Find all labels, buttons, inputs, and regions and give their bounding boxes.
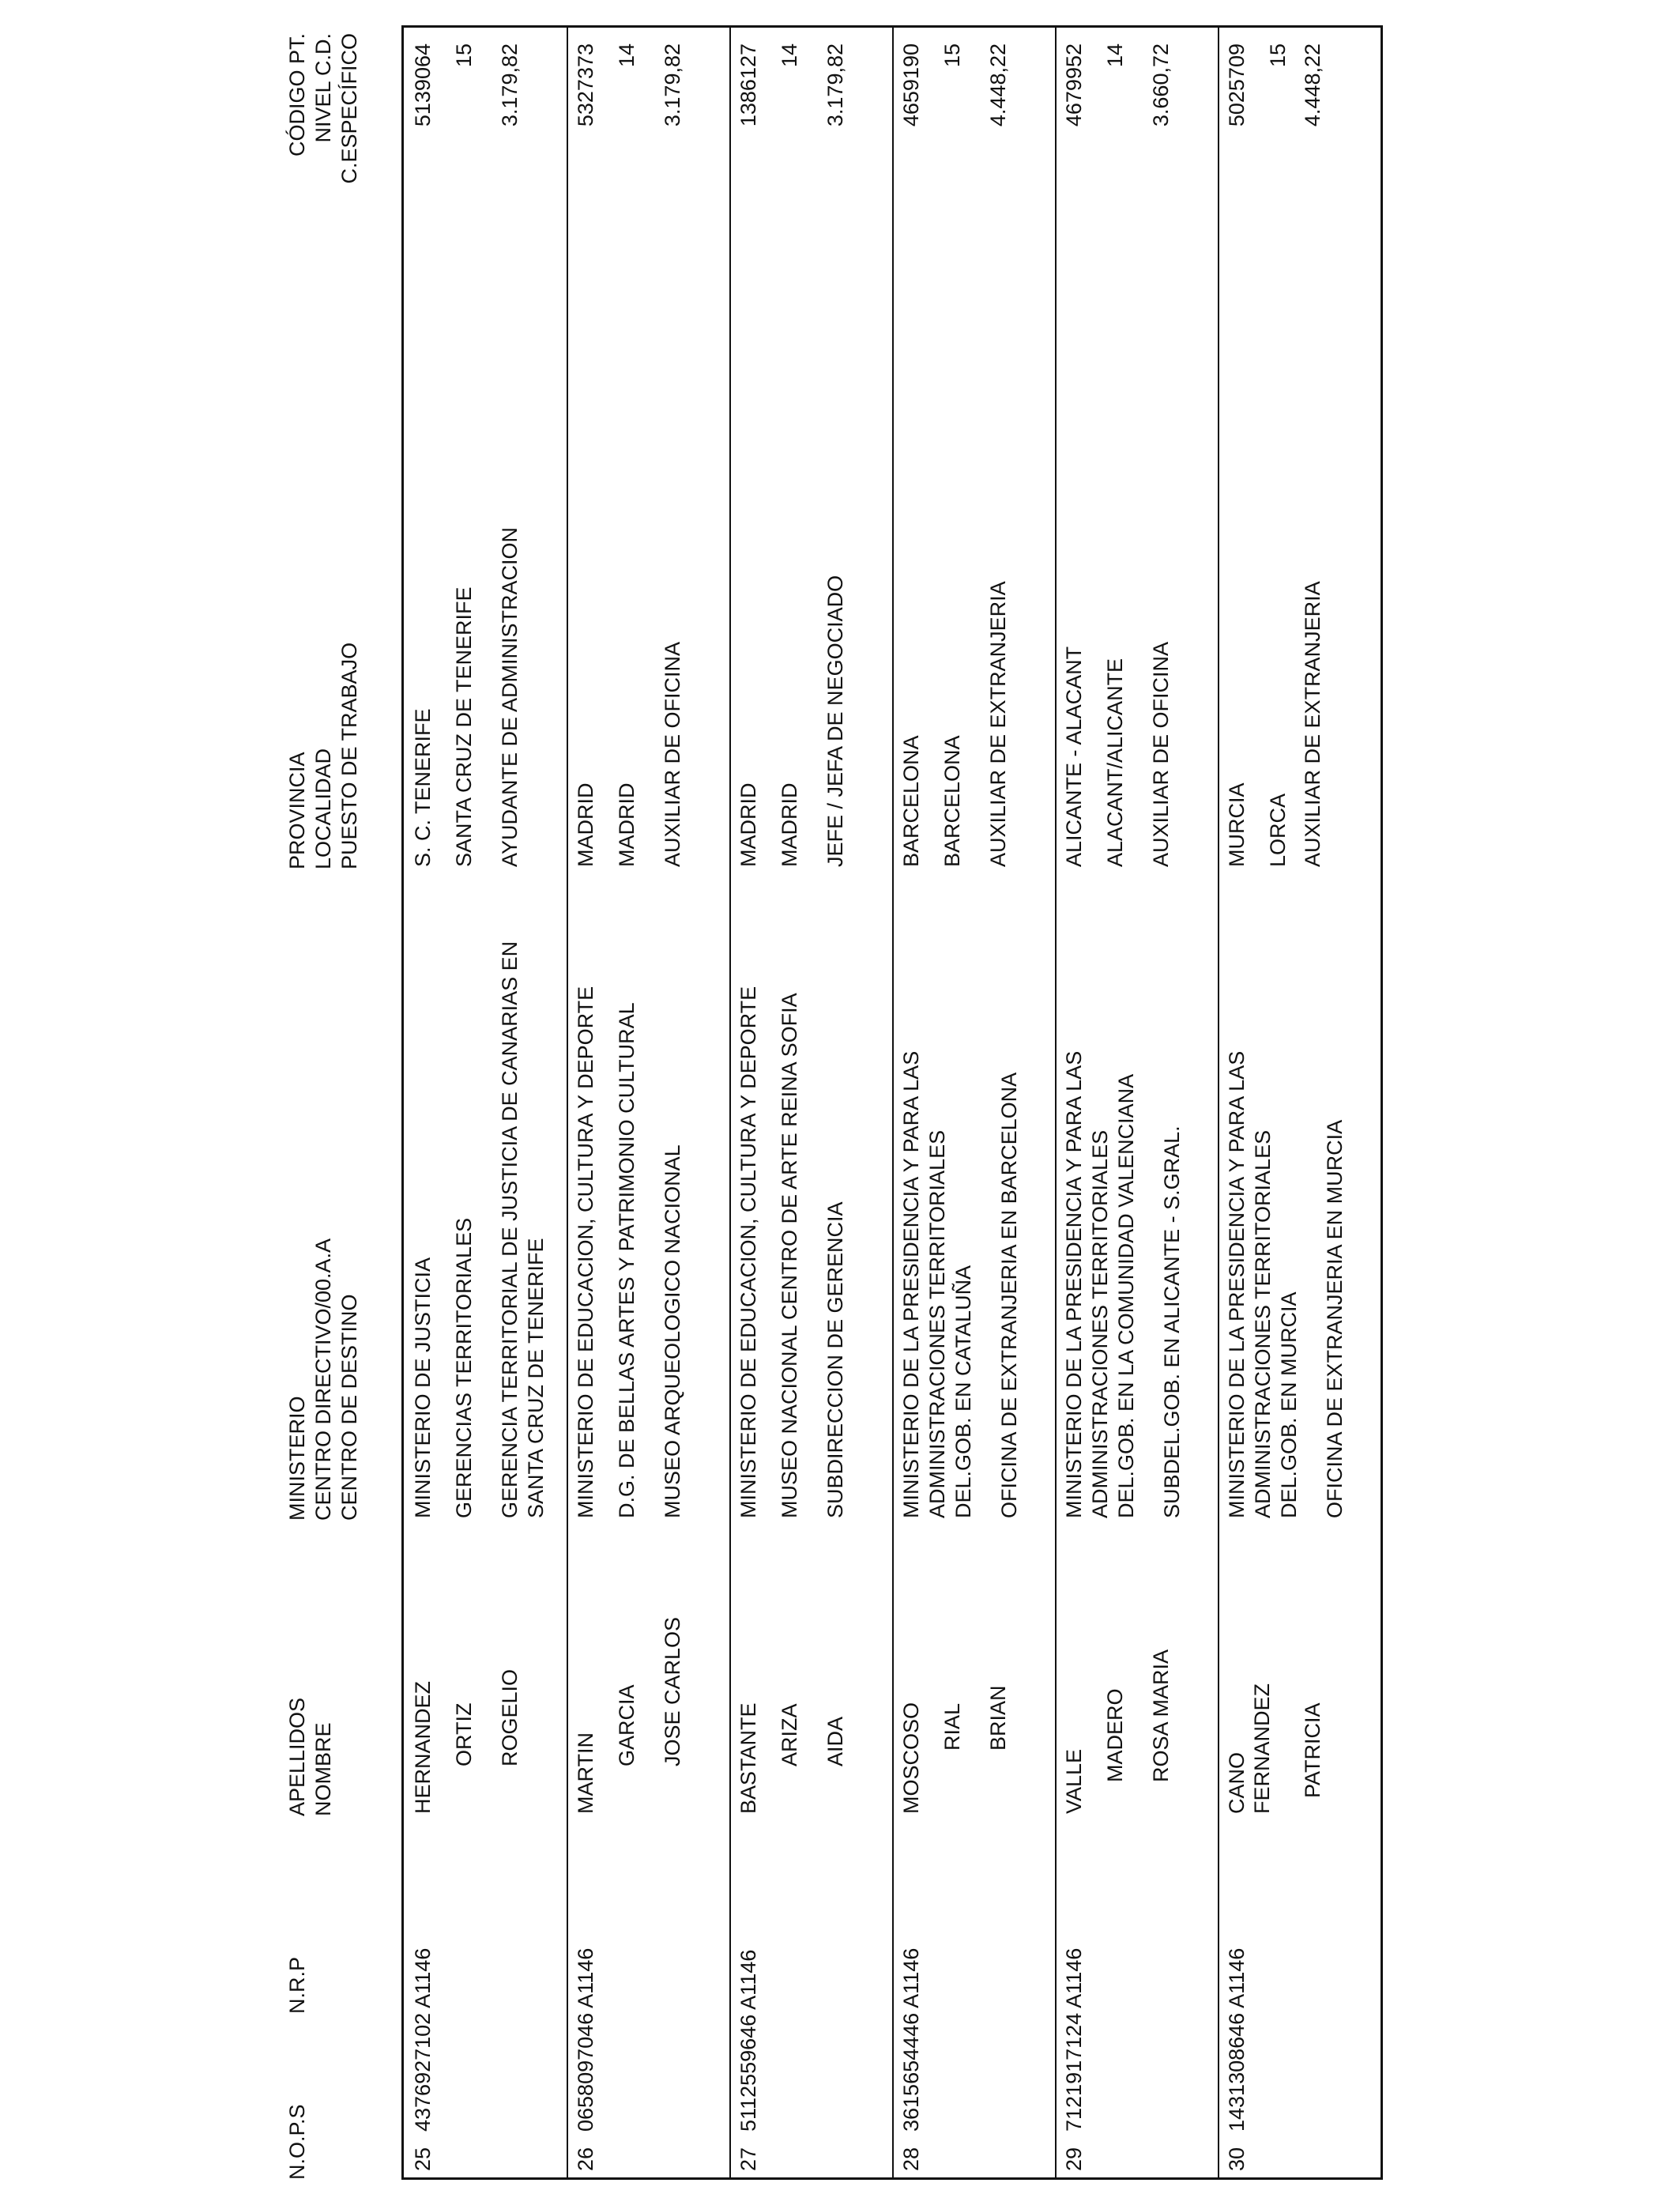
record-ministerio: MINISTERIO DE LA PRESIDENCIA Y PARA LAS ADMINISTRACIONES TERRITORIALES — [899, 1050, 949, 1518]
record-nrp: 1431308646 A1146 — [1225, 1947, 1249, 2132]
record-nombre: ROSA MARIA — [1149, 1649, 1173, 1782]
record-apellido2: MADERO — [1103, 1688, 1127, 1782]
record-nrp: 7121917124 A1146 — [1062, 1947, 1086, 2132]
record-nrp: 4376927102 A1146 — [411, 1947, 435, 2132]
record-provincia: MADRID — [574, 782, 597, 867]
record-nops: 25 — [411, 2147, 435, 2171]
record-puesto: AUXILIAR DE EXTRANJERIA — [986, 581, 1010, 867]
record-nombre: BRIAN — [986, 1685, 1010, 1751]
record-nivel-cd: 14 — [778, 43, 801, 68]
record-centro-destino: SUBDIRECCION DE GERENCIA — [823, 1201, 847, 1518]
table-row — [892, 28, 1057, 2177]
header-puesto-label: PUESTO DE TRABAJO — [337, 642, 361, 869]
record-provincia: MADRID — [736, 782, 760, 867]
record-nombre: ROGELIO — [498, 1668, 522, 1766]
header-provincia — [284, 643, 363, 869]
record-nrp: 5112559646 A1146 — [736, 1949, 760, 2132]
header-provincia-label: PROVINCIA — [285, 752, 309, 869]
record-ministerio: MINISTERIO DE JUSTICIA — [411, 1257, 435, 1518]
table-row — [567, 28, 731, 2177]
record-provincia: MURCIA — [1225, 782, 1249, 867]
record-c-especifico: 4.448,22 — [1301, 43, 1324, 127]
record-centro-directivo: DEL.GOB. EN MURCIA — [1277, 1291, 1301, 1518]
table-row — [729, 28, 894, 2177]
header-apellidos-label: APELLIDOS — [285, 1697, 309, 1816]
record-puesto: AUXILIAR DE OFICINA — [1149, 641, 1173, 867]
record-localidad: MADRID — [615, 782, 638, 867]
record-nivel-cd: 14 — [1103, 43, 1127, 68]
record-nops: 28 — [899, 2147, 923, 2171]
records-table — [401, 25, 1383, 2180]
record-localidad: LORCA — [1266, 793, 1290, 867]
record-centro-destino: SUBDEL.GOB. EN ALICANTE - S.GRAL. — [1160, 1125, 1184, 1518]
record-codigo-pt: 5025709 — [1225, 43, 1249, 127]
record-c-especifico: 3.179,82 — [498, 43, 522, 127]
record-ministerio: MINISTERIO DE EDUCACION, CULTURA Y DEPORTE — [574, 986, 597, 1518]
header-nrp-label: N.R.P — [285, 1956, 309, 2014]
record-puesto: AUXILIAR DE OFICINA — [661, 641, 684, 867]
record-nombre: AIDA — [823, 1716, 847, 1766]
header-nops-label: N.O.P.S — [285, 2104, 309, 2180]
record-centro-destino: GERENCIA TERRITORIAL DE JUSTICIA DE CANARIAS EN SANTA CRUZ DE TENERIFE — [498, 941, 548, 1518]
record-nops: 26 — [574, 2147, 597, 2171]
header-ministerio-label: MINISTERIO — [285, 1396, 309, 1521]
record-localidad: ALACANT/ALICANTE — [1103, 658, 1127, 867]
record-nops: 30 — [1225, 2147, 1249, 2171]
record-apellido2: RIAL — [940, 1702, 964, 1751]
header-codigo — [284, 33, 363, 184]
header-nivel-cd-label: NIVEL C.D. — [311, 33, 335, 143]
table-row — [404, 28, 568, 2177]
header-centro-directivo-label: CENTRO DIRECTIVO/00.A.A — [311, 1238, 335, 1521]
header-localidad-label: LOCALIDAD — [311, 748, 335, 869]
record-codigo-pt: 4679952 — [1062, 43, 1086, 127]
record-c-especifico: 3.660,72 — [1149, 43, 1173, 127]
record-centro-directivo: DEL.GOB. EN LA COMUNIDAD VALENCIANA — [1114, 1073, 1138, 1518]
record-centro-directivo: GERENCIAS TERRITORIALES — [452, 1217, 476, 1518]
record-codigo-pt: 5139064 — [411, 43, 435, 127]
record-ministerio: MINISTERIO DE EDUCACION, CULTURA Y DEPORTE — [736, 986, 760, 1518]
record-puesto: JEFE / JEFA DE NEGOCIADO — [823, 575, 847, 867]
header-nrp — [284, 1957, 311, 2014]
record-nivel-cd: 15 — [452, 43, 476, 68]
record-apellido2: GARCIA — [615, 1684, 638, 1766]
record-localidad: BARCELONA — [940, 735, 964, 867]
header-codigo-pt-label: CÓDIGO PT. — [285, 33, 309, 157]
record-codigo-pt: 4659190 — [899, 43, 923, 127]
header-c-especifico-label: C.ESPECÍFICO — [337, 33, 361, 184]
record-ministerio: MINISTERIO DE LA PRESIDENCIA Y PARA LAS ADMINISTRACIONES TERRITORIALES — [1062, 1050, 1112, 1518]
record-c-especifico: 4.448,22 — [986, 43, 1010, 127]
record-c-especifico: 3.179,82 — [823, 43, 847, 127]
record-nombre: JOSE CARLOS — [661, 1616, 684, 1766]
record-nivel-cd: 14 — [615, 43, 638, 68]
record-apellido2: ORTIZ — [452, 1702, 476, 1766]
record-apellido1: BASTANTE — [736, 1702, 760, 1814]
record-centro-destino: OFICINA DE EXTRANJERIA EN BARCELONA — [997, 1072, 1021, 1518]
record-centro-destino: OFICINA DE EXTRANJERIA EN MURCIA — [1323, 1119, 1347, 1518]
record-apellido2: FERNANDEZ — [1250, 1683, 1274, 1814]
table-row — [1055, 28, 1219, 2177]
record-provincia: S. C. TENERIFE — [411, 708, 435, 867]
header-ministerio — [284, 1238, 363, 1521]
record-nombre: PATRICIA — [1301, 1702, 1324, 1798]
record-centro-directivo: D.G. DE BELLAS ARTES Y PATRIMONIO CULTURAL — [615, 1002, 638, 1518]
record-apellido1: CANO — [1225, 1751, 1249, 1814]
table-row — [1218, 28, 1381, 2177]
record-codigo-pt: 1386127 — [736, 43, 760, 127]
record-puesto: AYUDANTE DE ADMINISTRACION — [498, 526, 522, 867]
header-nops — [284, 2104, 311, 2180]
record-apellido1: VALLE — [1062, 1748, 1086, 1814]
record-c-especifico: 3.179,82 — [661, 43, 684, 127]
record-puesto: AUXILIAR DE EXTRANJERIA — [1301, 581, 1324, 867]
record-centro-destino: MUSEO ARQUEOLOGICO NACIONAL — [661, 1144, 684, 1518]
header-centro-destino-label: CENTRO DE DESTINO — [337, 1294, 361, 1521]
record-apellido1: HERNANDEZ — [411, 1680, 435, 1814]
record-localidad: MADRID — [778, 782, 801, 867]
record-apellido1: MOSCOSO — [899, 1702, 923, 1814]
record-ministerio: MINISTERIO DE LA PRESIDENCIA Y PARA LAS ADMINISTRACIONES TERRITORIALES — [1225, 1050, 1275, 1518]
record-provincia: BARCELONA — [899, 735, 923, 867]
record-apellido1: MARTIN — [574, 1732, 597, 1814]
record-codigo-pt: 5327373 — [574, 43, 597, 127]
record-nops: 29 — [1062, 2147, 1086, 2171]
record-nops: 27 — [736, 2147, 760, 2171]
record-nivel-cd: 15 — [940, 43, 964, 68]
record-localidad: SANTA CRUZ DE TENERIFE — [452, 586, 476, 867]
record-apellido2: ARIZA — [778, 1703, 801, 1766]
header-nombre-label: NOMBRE — [311, 1722, 335, 1816]
record-nrp: 3615654446 A1146 — [899, 1947, 923, 2132]
header-apellidos — [284, 1698, 337, 1816]
record-centro-directivo: MUSEO NACIONAL CENTRO DE ARTE REINA SOFIA — [778, 993, 801, 1518]
record-nrp: 0658097046 A1146 — [574, 1947, 597, 2132]
record-nivel-cd: 15 — [1266, 43, 1290, 68]
record-provincia: ALICANTE - ALACANT — [1062, 646, 1086, 867]
record-centro-directivo: DEL.GOB. EN CATALUÑA — [951, 1265, 975, 1518]
